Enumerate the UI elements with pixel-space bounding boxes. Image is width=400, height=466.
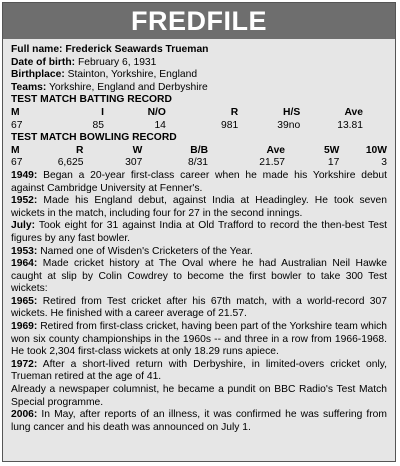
timeline-entry xyxy=(11,359,387,384)
bowling-value-cell: 67 xyxy=(11,157,23,169)
timeline-entry xyxy=(11,409,387,434)
timeline-entry xyxy=(11,170,387,195)
timeline-label: 1952: xyxy=(11,195,38,207)
bowling-value-cell: 8/31 xyxy=(187,157,209,169)
timeline-text: Retired from Test cricket after his 67th match, with a world-record 307 wickets. He finished with a career average of 21.57. xyxy=(11,295,387,320)
bowling-header-cell: M xyxy=(11,144,20,156)
timeline-text: Made cricket history at The Oval where he had Australian Neil Hawke caught at slip by Colin Cowdrey to become the first bowler to take 300 Test wickets: xyxy=(11,258,387,295)
batting-value-cell: 981 xyxy=(221,119,239,131)
bio-value: February 6, 1931 xyxy=(77,56,157,68)
batting-header-cell: R xyxy=(230,106,239,118)
timeline-label: 1949: xyxy=(11,169,38,181)
batting-title: TEST MATCH BATTING RECORD xyxy=(11,94,172,106)
timeline-text: Retired from first-class cricket, having been part of the Yorkshire team which won six county championships in the 1960s -- and three in a row from 1966-1968. He took 2,304 first-class wickets at only 18.29 runs apiece. xyxy=(11,321,388,358)
timeline-text: Began a 20-year first-class career when he made his Yorkshire debut against Cambridge University at Fenner's. xyxy=(11,169,387,194)
batting-value-cell: 14 xyxy=(154,119,166,131)
timeline-entry xyxy=(11,296,387,321)
batting-header-cell: H/S xyxy=(283,106,301,118)
timeline-text: Already a newspaper columnist, he became a pundit on BBC Radio's Test Match Special programme. xyxy=(11,384,387,408)
fredfile-card xyxy=(2,2,396,462)
timeline-entry xyxy=(11,384,387,409)
batting-header-cell: I xyxy=(101,106,104,118)
timeline-entry xyxy=(11,220,387,245)
timeline-text: Made his England debut, against India at Headingley. He took seven wickets in the match, including four for 27 in the second innings. xyxy=(11,195,387,219)
bowling-header-cell: B/B xyxy=(190,144,209,156)
batting-header-cell: Ave xyxy=(344,106,363,118)
timeline-label: 1953: xyxy=(11,245,38,257)
bio-line xyxy=(11,44,387,57)
batting-values-row xyxy=(11,120,387,133)
batting-value-cell: 67 xyxy=(11,119,23,131)
timeline-entry xyxy=(11,195,387,220)
timeline-entry xyxy=(11,246,387,259)
bio-label: Date of birth: xyxy=(11,56,76,68)
timeline-entry xyxy=(11,321,387,359)
bio-line xyxy=(11,82,387,95)
bio-line xyxy=(11,57,387,70)
timeline-label: 1969: xyxy=(11,321,38,333)
bowling-value-cell: 21.57 xyxy=(259,157,286,169)
batting-value-cell: 39no xyxy=(277,119,301,131)
bowling-title: TEST MATCH BOWLING RECORD xyxy=(11,132,177,144)
bio-label: Full name: xyxy=(11,44,63,55)
bio-value: Stainton, Yorkshire, England xyxy=(67,69,198,81)
bio-label: Birthplace: xyxy=(11,69,65,81)
bowling-header-row xyxy=(11,145,387,158)
bio-value: Frederick Seawards Trueman xyxy=(65,44,209,55)
timeline-label: 1965: xyxy=(11,295,38,307)
timeline-label: 1972: xyxy=(11,358,38,370)
timeline-text: Took eight for 31 against India at Old Trafford to record the then-best Test figures by any fast bowler. xyxy=(11,220,387,244)
batting-value-cell: 85 xyxy=(92,119,104,131)
bowling-header-cell: 5W xyxy=(323,144,340,156)
batting-value-cell: 13.81 xyxy=(337,119,363,131)
batting-table xyxy=(11,107,387,132)
bio-value: Yorkshire, England and Derbyshire xyxy=(48,81,208,93)
card-content xyxy=(3,39,395,434)
timeline-label: 2006: xyxy=(11,409,38,421)
timeline-section xyxy=(11,170,387,434)
timeline-text: After a short-lived return with Derbyshire, in limited-overs cricket only, Trueman retired at the age of 41. xyxy=(11,358,387,383)
batting-header-cell: M xyxy=(11,106,20,118)
bowling-value-cell: 6,625 xyxy=(57,157,84,169)
bowling-header-cell: Ave xyxy=(266,144,286,156)
bowling-value-cell: 3 xyxy=(381,157,387,169)
bowling-header-cell: R xyxy=(76,144,84,156)
bowling-values-row xyxy=(11,157,387,170)
card-title: FREDFILE xyxy=(3,3,395,39)
timeline-text: In May, after reports of an illness, it was confirmed he was suffering from lung cancer and his death was announced on July 1. xyxy=(11,409,387,433)
timeline-text: Named one of Wisden's Cricketers of the Year. xyxy=(37,245,253,257)
bio-label: Teams: xyxy=(11,81,47,93)
timeline-entry xyxy=(11,258,387,296)
bowling-header-cell: 10W xyxy=(365,144,387,156)
timeline-label: July: xyxy=(11,220,36,232)
batting-header-cell: N/O xyxy=(147,106,166,118)
bowling-value-cell: 17 xyxy=(327,157,340,169)
bowling-table xyxy=(11,145,387,170)
batting-header-row xyxy=(11,107,387,120)
bowling-value-cell: 307 xyxy=(125,157,143,169)
timeline-label: 1964: xyxy=(11,258,38,270)
bio-line xyxy=(11,69,387,82)
bio-section xyxy=(11,44,387,94)
bowling-header-cell: W xyxy=(132,144,143,156)
